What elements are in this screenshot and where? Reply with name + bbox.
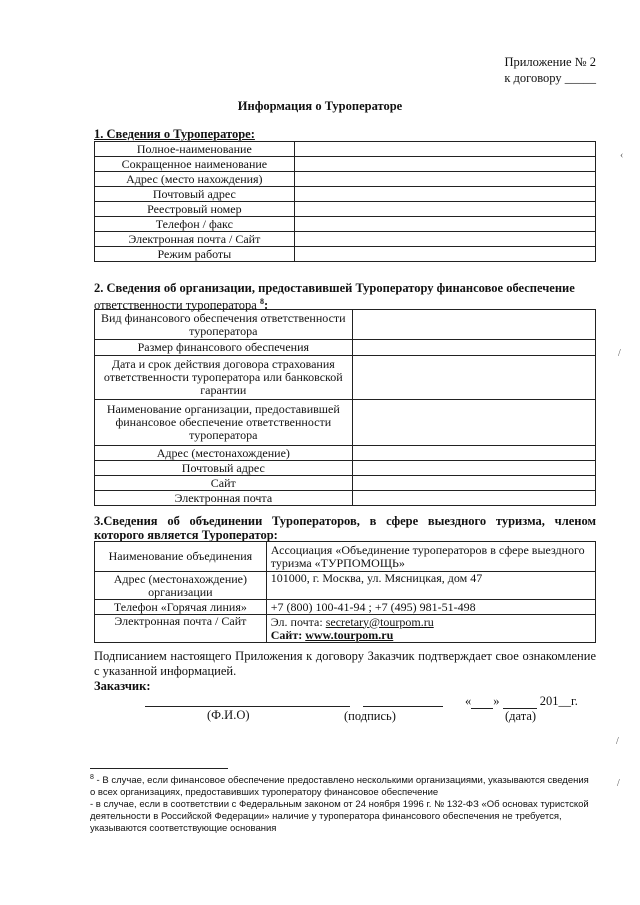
- cell-label: Адрес (местонахождение): [95, 446, 353, 461]
- table-row: [95, 187, 596, 202]
- cell-label: Режим работы: [95, 247, 295, 262]
- page-title: Информация о Туроператоре: [237, 99, 403, 113]
- cell-value: [294, 217, 595, 232]
- cell-label: Дата и срок действия договора страхования ответственности туроператора или банковской гарантии: [95, 356, 353, 400]
- cell-value: Эл. почта: secretary@tourpom.ru Сайт: www.tourpom.ru: [266, 615, 595, 643]
- appendix-header: [504, 54, 596, 86]
- cell-value: [352, 491, 595, 506]
- appendix-number: Приложение № 2: [504, 55, 596, 69]
- table-row: [95, 142, 596, 157]
- cell-label: Телефон / факс: [95, 217, 295, 232]
- table-row: [95, 157, 596, 172]
- cell-label: Электронная почта: [95, 491, 353, 506]
- table-row: [95, 461, 596, 476]
- cell-value: [294, 187, 595, 202]
- section3-table: [94, 541, 596, 643]
- confirmation-text: Подписанием настоящего Приложения к договору Заказчик подтверждает свое ознакомление с указанной информацией.: [94, 649, 596, 678]
- cell-label: Сокращенное наименование: [95, 157, 295, 172]
- table-row: [95, 400, 596, 446]
- footnote: $^8$ - В случае, если финансовое обеспечение предоставлено несколькими организациями, указываются сведения о всех организациях, предоставивших туроператору финансовое обеспечение - в случае, если в соответствии с Федеральным законом от 24 ноября 1996 г. № 132-ФЗ «Об основах туристской деятельности в Российской Федерации» наличие у туроператора финансового обеспечения не требуется, указываются соответствующие основания: [90, 774, 589, 835]
- cell-label: Почтовый адрес: [95, 461, 353, 476]
- cell-label: Адрес (место нахождения): [95, 172, 295, 187]
- table-row: [95, 446, 596, 461]
- section1-heading: 1. Сведения о Туроператоре:: [94, 127, 255, 141]
- cell-value: [294, 157, 595, 172]
- cell-label: Телефон «Горячая линия»: [95, 600, 267, 615]
- cell-label: Сайт: [95, 476, 353, 491]
- cell-value: +7 (800) 100-41-94 ; +7 (495) 981-51-498: [266, 600, 595, 615]
- appendix-contract: к договору _____: [504, 71, 596, 85]
- table-row: [95, 600, 596, 615]
- signature-caption: (подпись): [344, 709, 396, 723]
- cell-label: Электронная почта / Сайт: [95, 615, 267, 643]
- cell-label: Реестровый номер: [95, 202, 295, 217]
- section3-heading: 3.Сведения об объединении Туроператоров, в сфере выездного туризма, членом которого является Туроператор:: [94, 514, 596, 542]
- table-row: [95, 476, 596, 491]
- table-row: [95, 491, 596, 506]
- table-row: [95, 202, 596, 217]
- cell-value: Ассоциация «Объединение туроператоров в сфере выездного туризма «ТУРПОМОЩЬ»: [266, 542, 595, 572]
- cell-label: Полное-наименование: [95, 142, 295, 157]
- section1-table: [94, 141, 596, 262]
- email-link[interactable]: secretary@tourpom.ru: [325, 614, 434, 629]
- cell-value: [352, 446, 595, 461]
- cell-value: [352, 310, 595, 340]
- table-row: [95, 572, 596, 600]
- cell-value: [294, 172, 595, 187]
- table-row: [95, 310, 596, 340]
- cell-value: [352, 340, 595, 356]
- table-row: [95, 542, 596, 572]
- customer-label: Заказчик:: [94, 679, 151, 693]
- table-row: [95, 615, 596, 643]
- cell-value: [352, 356, 595, 400]
- section2-table: [94, 309, 596, 506]
- table-row: [95, 247, 596, 262]
- date-field: « » 201__г.: [465, 694, 578, 708]
- signature-line: [363, 706, 443, 707]
- section2-heading: 2. Сведения об организации, предоставившей Туроператору финансовое обеспечение ответственности туроператора $^8$:: [94, 281, 575, 313]
- cell-label: Электронная почта / Сайт: [95, 232, 295, 247]
- fio-line: [145, 706, 350, 707]
- table-row: [95, 232, 596, 247]
- footnote-divider: [90, 768, 228, 769]
- cell-value: [294, 247, 595, 262]
- table-row: [95, 356, 596, 400]
- table-row: [95, 217, 596, 232]
- date-caption: (дата): [505, 709, 537, 723]
- cell-label: Наименование объединения: [95, 542, 267, 572]
- cell-label: Размер финансового обеспечения: [95, 340, 353, 356]
- cell-label: Адрес (местонахождение) организации: [95, 572, 267, 600]
- cell-value: [294, 232, 595, 247]
- cell-value: [352, 476, 595, 491]
- cell-value: [294, 202, 595, 217]
- cell-label: Наименование организации, предоставившей финансовое обеспечение ответственности туроператора: [95, 400, 353, 446]
- fio-caption: (Ф.И.О): [207, 708, 250, 722]
- site-link[interactable]: www.tourpom.ru: [305, 627, 394, 642]
- cell-value: [352, 461, 595, 476]
- cell-label: Вид финансового обеспечения ответственности туроператора: [95, 310, 353, 340]
- cell-value: [352, 400, 595, 446]
- table-row: [95, 340, 596, 356]
- cell-label: Почтовый адрес: [95, 187, 295, 202]
- cell-value: [294, 142, 595, 157]
- cell-value: 101000, г. Москва, ул. Мясницкая, дом 47: [266, 572, 595, 600]
- table-row: [95, 172, 596, 187]
